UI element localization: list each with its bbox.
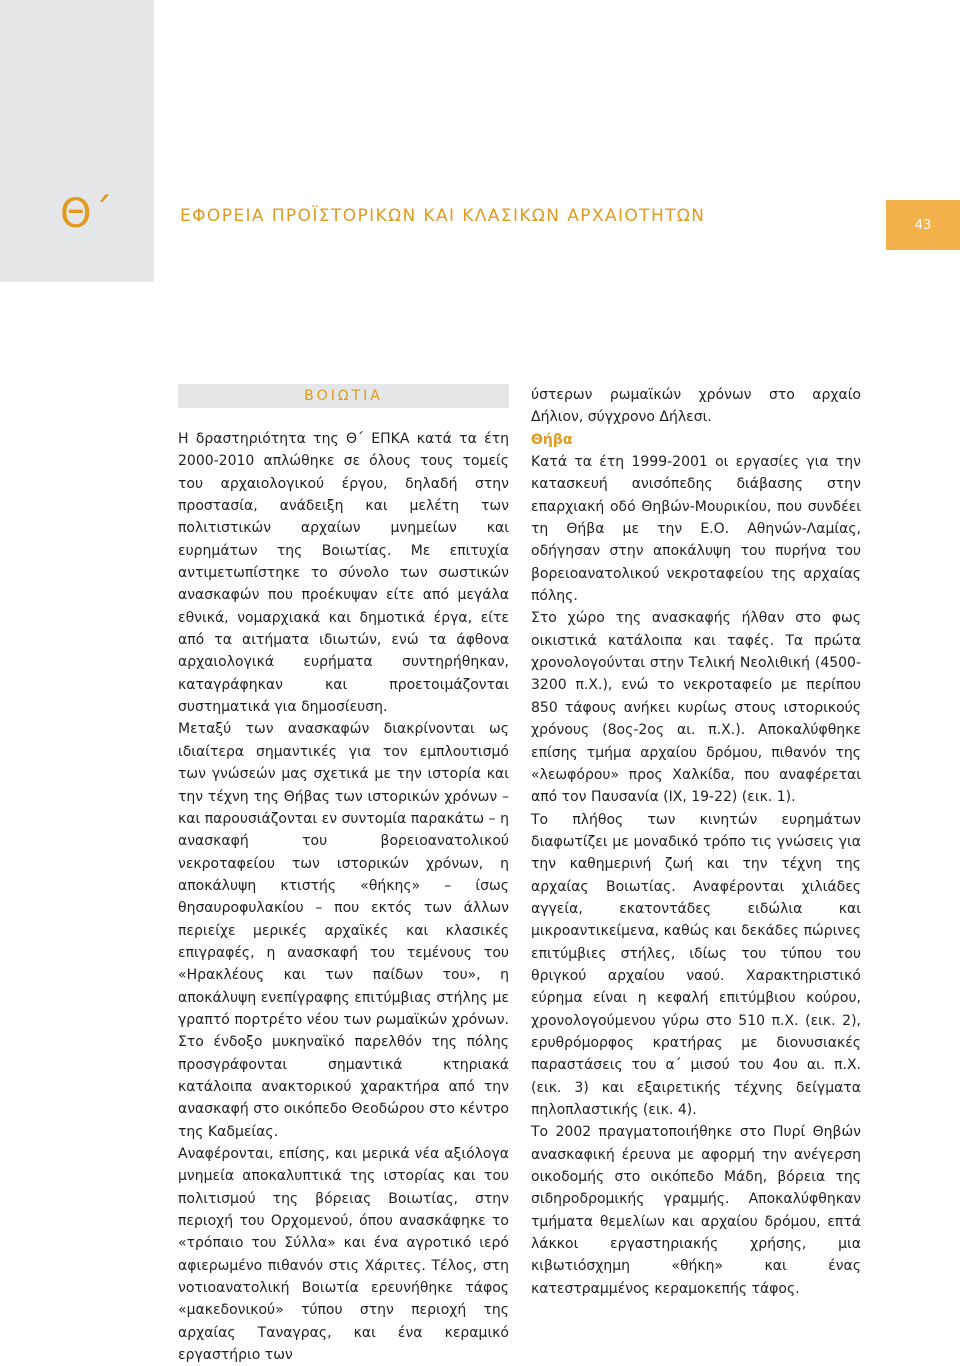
paragraph-continuation: ύστερων ρωμαϊκών χρόνων στο αρχαίο Δήλιον, σύγχρονο Δήλεσι. — [531, 387, 861, 426]
paragraph: Αναφέρονται, επίσης, και μερικά νέα αξιόλογα μνημεία αποκαλυπτικά της ιστορίας και του πολιτισμού της βόρειας Βοιωτίας, στην περιοχή του Ορχομενού, όπου ανασκάφηκε το «τρόπαιο του Σύλλα» και ένα αγροτικό ιερό αφιερωμένο πιθανόν στις Χάριτες. Τέλος, στη νοτιοανατολική Βοιωτία ερευνήθηκε τάφος «μακεδονικού» τύπου στην περιοχή της αρχαίας Ταναγρας, και ένα κεραμικό εργαστήριο των — [178, 1146, 509, 1364]
paragraph: Μεταξύ των ανασκαφών διακρίνονται ως ιδιαίτερα σημαντικές για τον εμπλουτισμό των γνώσεών μας σχετικά με την ιστορία και την τέχνη της Θήβας των ιστορικών χρόνων – και παρουσιάζονται εν συντομία παρακάτω – η ανασκαφή του βορειοανατολικού νεκροταφείου των ιστορικών χρόνων, η αποκάλυψη κτιστής «θήκης» – ίσως θησαυροφυλακίου – που εκτός των άλλων περιείχε μερικές αρχαϊκές και κλασικές επιγραφές, η ανασκαφή του τεμένους του «Ηρακλέους και των παίδων του», η αποκάλυψη ενεπίγραφης επιτύμβιας στήλης με γραπτό πορτρέτο νέου των ρωμαϊκών χρόνων. Στο ένδοξο μυκηναϊκό παρελθόν της πόλης προσγράφονται σημαντικά κτηριακά κατάλοιπα ανακτορικού χαρακτήρα από την ανασκαφή στο οικόπεδο Θεοδώρου στο κέντρο της Καδμείας. — [178, 721, 509, 1140]
paragraph: Στο χώρο της ανασκαφής ήλθαν στο φως οικιστικά κατάλοιπα και ταφές. Τα πρώτα χρονολογούνται στην Τελική Νεολιθική (4500-3200 π.Χ.), ενώ το νεκροταφείο με περίπου 850 τάφους ανήκει κυρίως στους ιστορικούς χρόνους (8ος-2ος αι. π.Χ.). Αποκαλύφθηκε επίσης τμήμα αρχαίου δρόμου, πιθανόν της «λεωφόρου» προς Χαλκίδα, που αναφέρεται από τον Παυσανία (IX, 19-22) (εικ. 1). — [531, 610, 861, 806]
paragraph: Το 2002 πραγματοποιήθηκε στο Πυρί Θηβών ανασκαφική έρευνα με αφορμή την ανέγερση οικοδομής στο οικόπεδο Μάδη, βόρεια της σιδηροδρομικής γραμμής. Αποκαλύφθηκαν τμήματα θεμελίων και αρχαίου δρόμου, επτά λάκκοι εργαστηριακής χρήσης, μια κιβωτιόσχημη «θήκη» και ένας κατεστραμμένος κεραμοκεπής τάφος. — [531, 1124, 861, 1297]
section-heading: ΒΟΙΩΤΙΑ — [304, 388, 383, 404]
page-number-badge: 43 — [886, 200, 960, 250]
paragraph: Κατά τα έτη 1999-2001 οι εργασίες για την κατασκευή ανισόπεδης διάβασης στην επαρχιακή οδό Θηβών-Μουρικίου, που συνδέει τη Θήβα με την Ε.Ο. Αθηνών-Λαμίας, οδήγησαν στην αποκάλυψη του πυρήνα του βορειοανατολικού νεκροταφείου της αρχαίας πόλης. — [531, 454, 861, 605]
paragraph: Το πλήθος των κινητών ευρημάτων διαφωτίζει με μοναδικό τρόπο τις γνώσεις για την καθημερινή ζωή και την τέχνη της αρχαίας Βοιωτίας. Αναφέρονται χιλιάδες αγγεία, εκατοντάδες ειδώλια και μικροαντικείμενα, καθώς και δεκάδες πώρινες επιτύμβιες στήλες, ιδίως του τύπου του θριγκού αρχαίου ναού. Χαρακτηριστικό εύρημα είναι η κεφαλή επιτύμβιου κούρου, χρονολογούμενου γύρω στο 510 π.Χ. (εικ. 2), ερυθρόμορφος κρατήρας με διονυσιακές παραστάσεις του α΄ μισού του 4ου αι. π.Χ. (εικ. 3) και εξαιρετικής τέχνης δείγματα πηλοπλαστικής (εικ. 4). — [531, 811, 861, 1118]
paragraph: Η δραστηριότητα της Θ΄ ΕΠΚΑ κατά τα έτη 2000-2010 απλώθηκε σε όλους τους τομείς του αρχαιολογικού έργου, δηλαδή στην προστασία, ανάδειξη και μελέτη των πολιτιστικών αρχαίων μνημείων και ευρημάτων της Βοιωτίας. Με επιτυχία αντιμετωπίστηκε το σύνολο των σωστικών ανασκαφών που προέκυψαν είτε από μεγάλα εθνικά, νομαρχιακά και δημοτικά έργα, είτε από τα αιτήματα ιδιωτών, ενώ τα άφθονα αρχαιολογικά ευρήματα συντηρήθηκαν, καταγράφηκαν και προετοιμάζονται συστηματικά για δημοσίευση. — [178, 431, 509, 716]
left-text-column — [178, 428, 509, 1366]
chapter-tab-letter: Θ΄ — [60, 191, 114, 237]
right-text-column — [531, 384, 861, 1300]
subheading-thebes: Θήβα — [531, 431, 573, 448]
running-header-title: ΕΦΟΡΕΙΑ ΠΡΟΪΣΤΟΡΙΚΩΝ ΚΑΙ ΚΛΑΣΙΚΩΝ ΑΡΧΑΙΟΤΗΤΩΝ — [180, 206, 706, 226]
